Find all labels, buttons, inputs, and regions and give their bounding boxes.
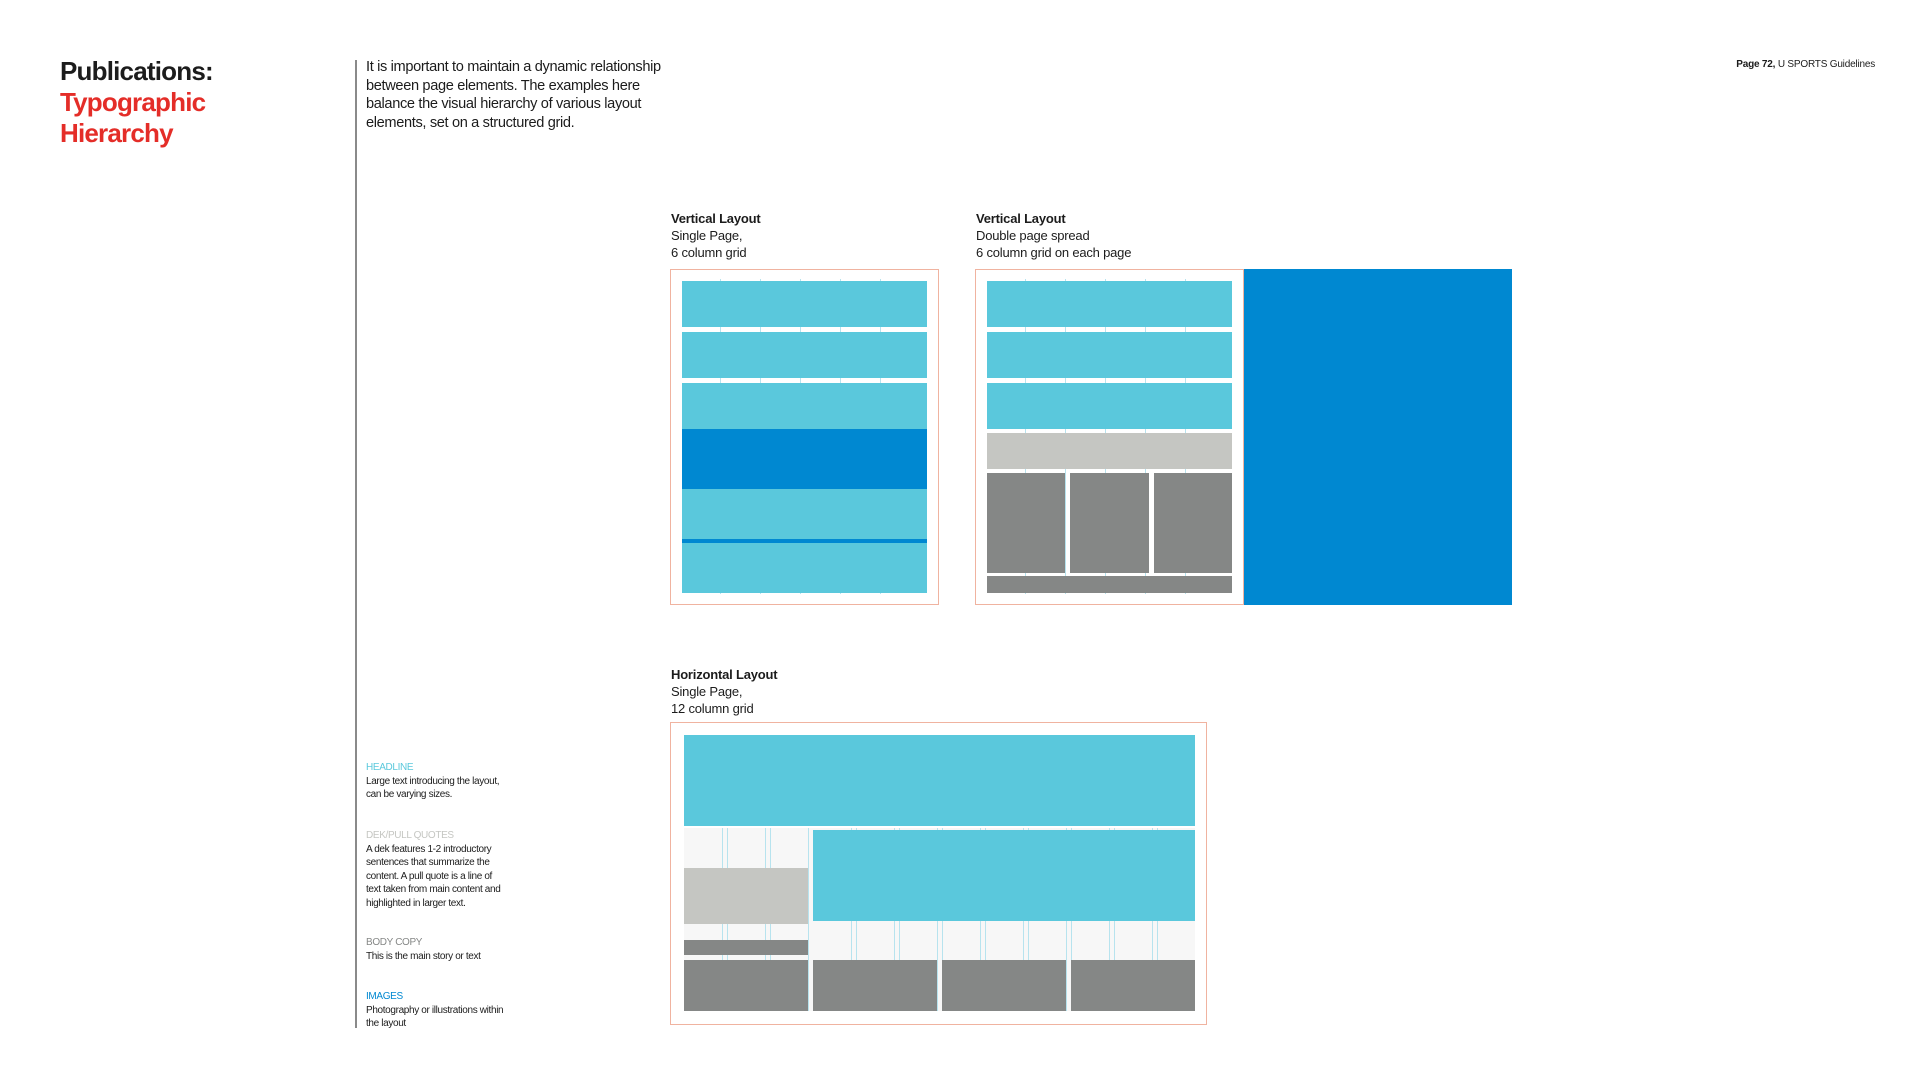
legend-images <box>366 990 506 1031</box>
headline-block <box>682 281 927 327</box>
dek-block <box>987 433 1232 469</box>
body-copy-block <box>942 960 1066 1011</box>
body-copy-block <box>987 576 1232 593</box>
legend-headline <box>366 761 506 802</box>
legend-heading: IMAGES <box>366 991 403 1002</box>
legend-body-copy <box>366 936 506 963</box>
caption-line: Double page spread <box>976 228 1090 243</box>
vertical-single-layout <box>670 269 939 605</box>
caption-line: Single Page, <box>671 228 743 243</box>
headline-block <box>684 735 1195 826</box>
caption-line: 6 column grid on each page <box>976 245 1132 260</box>
headline-block <box>813 830 1195 921</box>
body-copy-block <box>684 940 808 955</box>
headline-block <box>987 281 1232 327</box>
body-copy-block <box>1071 960 1195 1011</box>
intro-text: It is important to maintain a dynamic relationship between page elements. The examples here balance the visual hierarchy of various layout elements, set on a structured grid. <box>366 59 661 131</box>
page-number: Page 72, <box>1736 59 1776 70</box>
headline-block <box>987 383 1232 429</box>
legend-heading: DEK/PULL QUOTES <box>366 830 454 841</box>
headline-block <box>682 489 927 539</box>
title-line-1: Publications: <box>60 56 213 86</box>
caption-line: 6 column grid <box>671 245 747 260</box>
headline-block <box>987 332 1232 378</box>
body-copy-block <box>1154 473 1232 573</box>
headline-block <box>682 383 927 429</box>
legend-dek <box>366 829 506 911</box>
title-line-3: Hierarchy <box>60 118 173 148</box>
legend-text: Large text introducing the layout, can be varying sizes. <box>366 775 500 801</box>
image-block <box>682 429 927 489</box>
headline-block <box>682 543 927 593</box>
legend-heading: HEADLINE <box>366 762 414 773</box>
caption-horizontal <box>671 666 777 717</box>
caption-title: Vertical Layout <box>671 211 761 226</box>
body-copy-block <box>1070 473 1149 573</box>
dek-block <box>684 868 808 924</box>
grid-column-line <box>808 828 809 1011</box>
legend-heading: BODY COPY <box>366 937 423 948</box>
headline-block <box>682 332 927 378</box>
body-copy-block <box>813 960 937 1011</box>
horizontal-layout <box>670 722 1207 1025</box>
vertical-divider <box>355 60 357 1028</box>
caption-line: 12 column grid <box>671 701 754 716</box>
body-copy-block <box>684 960 808 1011</box>
vertical-double-right-page-image <box>1244 269 1512 605</box>
body-copy-block <box>987 473 1065 573</box>
vertical-double-left-page <box>975 269 1244 605</box>
caption-vertical-single <box>671 210 760 261</box>
caption-title: Horizontal Layout <box>671 667 778 682</box>
legend-text: Photography or illustrations within the layout <box>366 1004 504 1030</box>
guide-name: U SPORTS Guidelines <box>1777 59 1875 70</box>
caption-line: Single Page, <box>671 684 743 699</box>
legend-text: This is the main story or text <box>366 950 481 962</box>
title-line-2: Typographic <box>60 87 206 117</box>
caption-vertical-double <box>976 210 1131 261</box>
page-title <box>60 56 213 149</box>
caption-title: Vertical Layout <box>976 211 1066 226</box>
legend-text: A dek features 1-2 introductory sentences that summarize the content. A pull quote is a line of text taken from main content and highlighted in larger text. <box>366 843 501 909</box>
page-reference <box>1736 59 1875 70</box>
